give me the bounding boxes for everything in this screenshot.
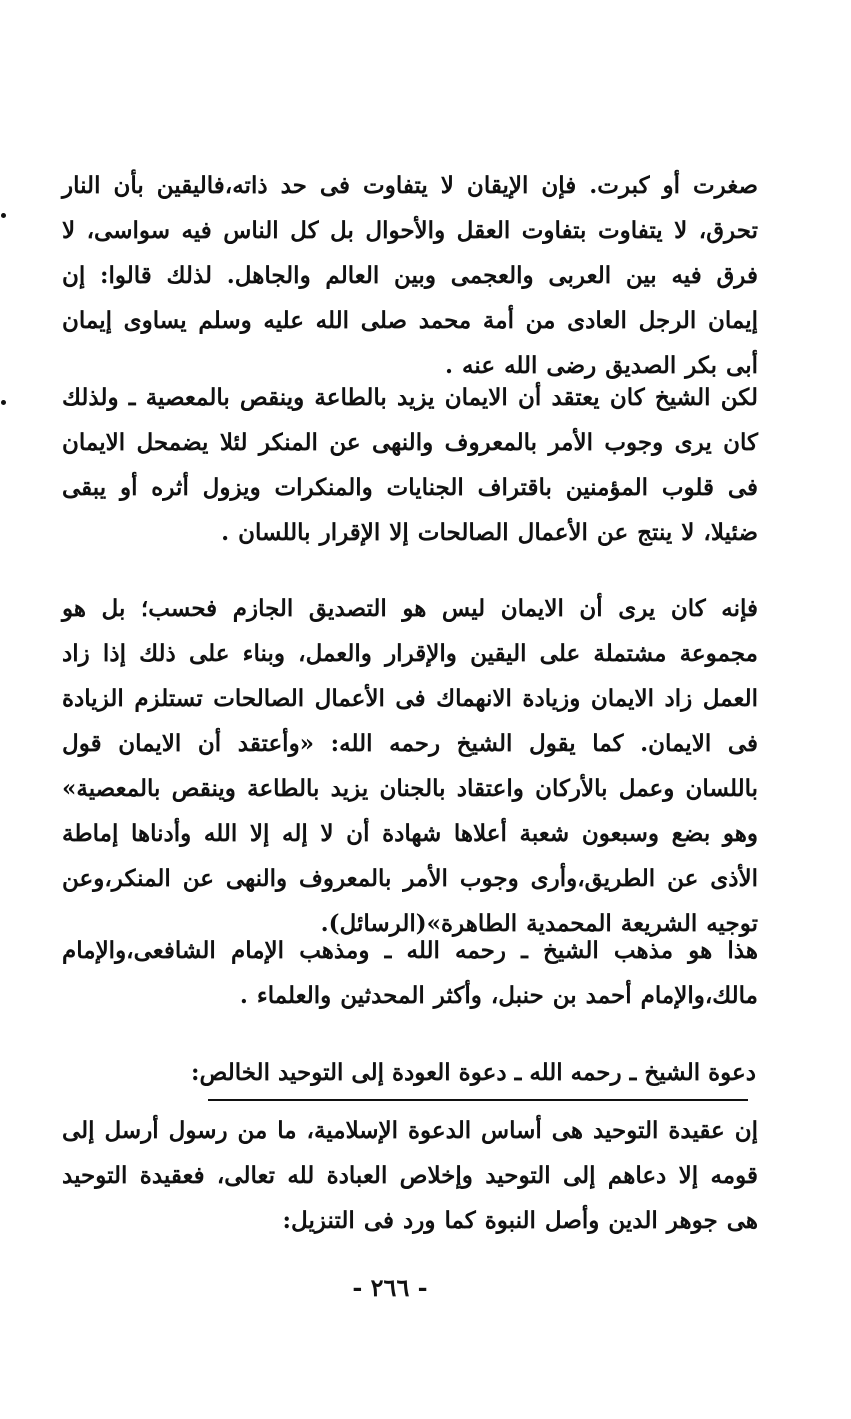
margin-speck (1, 213, 6, 218)
page-number: - ٢٦٦ - (352, 1273, 428, 1302)
paragraph-madhhab: هذا هو مذهب الشيخ ـ رحمه الله ـ ومذهب الإمام الشافعى،والإمام مالك،والإمام أحمد بن حنبل، وأكثر المحدثين والعلماء . (62, 937, 758, 1009)
paragraph-iman-increase-decrease: لكن الشيخ كان يعتقد أن الايمان يزيد بالطاعة وينقص بالمعصية ـ ولذلك كان يرى وجوب الأمر بالمعروف والنهى عن المنكر لئلا يضمحل الايمان فى قلوب المؤمنين باقتراف الجنايات والمنكرات ويزول أثره أو يبقى ضئيلا، لا ينتج عن الأعمال الصالحات إلا الإقرار باللسان . (62, 384, 758, 546)
margin-speck (1, 400, 6, 405)
paragraph-iman-certainty: صغرت أو كبرت. فإن الإيقان لا يتفاوت فى حد ذاته،فاليقين بأن النار تحرق، لا يتفاوت بتفاوت العقل والأحوال بل كل الناس فيه سواسى، لا فرق فيه بين العربى والعجمى وبين العالم والجاهل. لذلك قالوا: إن إيمان الرجل العادى من أمة محمد صلى الله عليه وسلم يساوى إيمان أبى بكر الصديق رضى الله عنه . (62, 172, 758, 379)
section-heading-tawhid: دعوة الشيخ ـ رحمه الله ـ دعوة العودة إلى التوحيد الخالص: (191, 1059, 756, 1086)
paragraph-tawhid-foundation: إن عقيدة التوحيد هى أساس الدعوة الإسلامية، ما من رسول أرسل إلى قومه إلا دعاهم إلى التوحيد وإخلاص العبادة لله تعالى، فعقيدة التوحيد هى جوهر الدين وأصل النبوة كما ورد فى التنزيل: (62, 1117, 758, 1234)
paragraph-iman-definition-quote: فإنه كان يرى أن الايمان ليس هو التصديق الجازم فحسب؛ بل هو مجموعة مشتملة على اليقين والإقرار والعمل، وبناء على ذلك إذا زاد العمل زاد الايمان وزيادة الانهماك فى الأعمال الصالحات تستلزم الزيادة فى الايمان. كما يقول الشيخ رحمه الله: «وأعتقد أن الايمان قول باللسان وعمل بالأركان واعتقاد بالجنان يزيد بالطاعة وينقص بالمعصية» وهو بضع وسبعون شعبة أعلاها شهادة أن لا إله إلا الله وأدناها إماطة الأذى عن الطريق،وأرى وجوب الأمر بالمعروف والنهى عن المنكر،وعن توجيه الشريعة المحمدية الطاهرة»(الرسائل). (62, 595, 758, 937)
heading-underline (208, 1099, 748, 1101)
